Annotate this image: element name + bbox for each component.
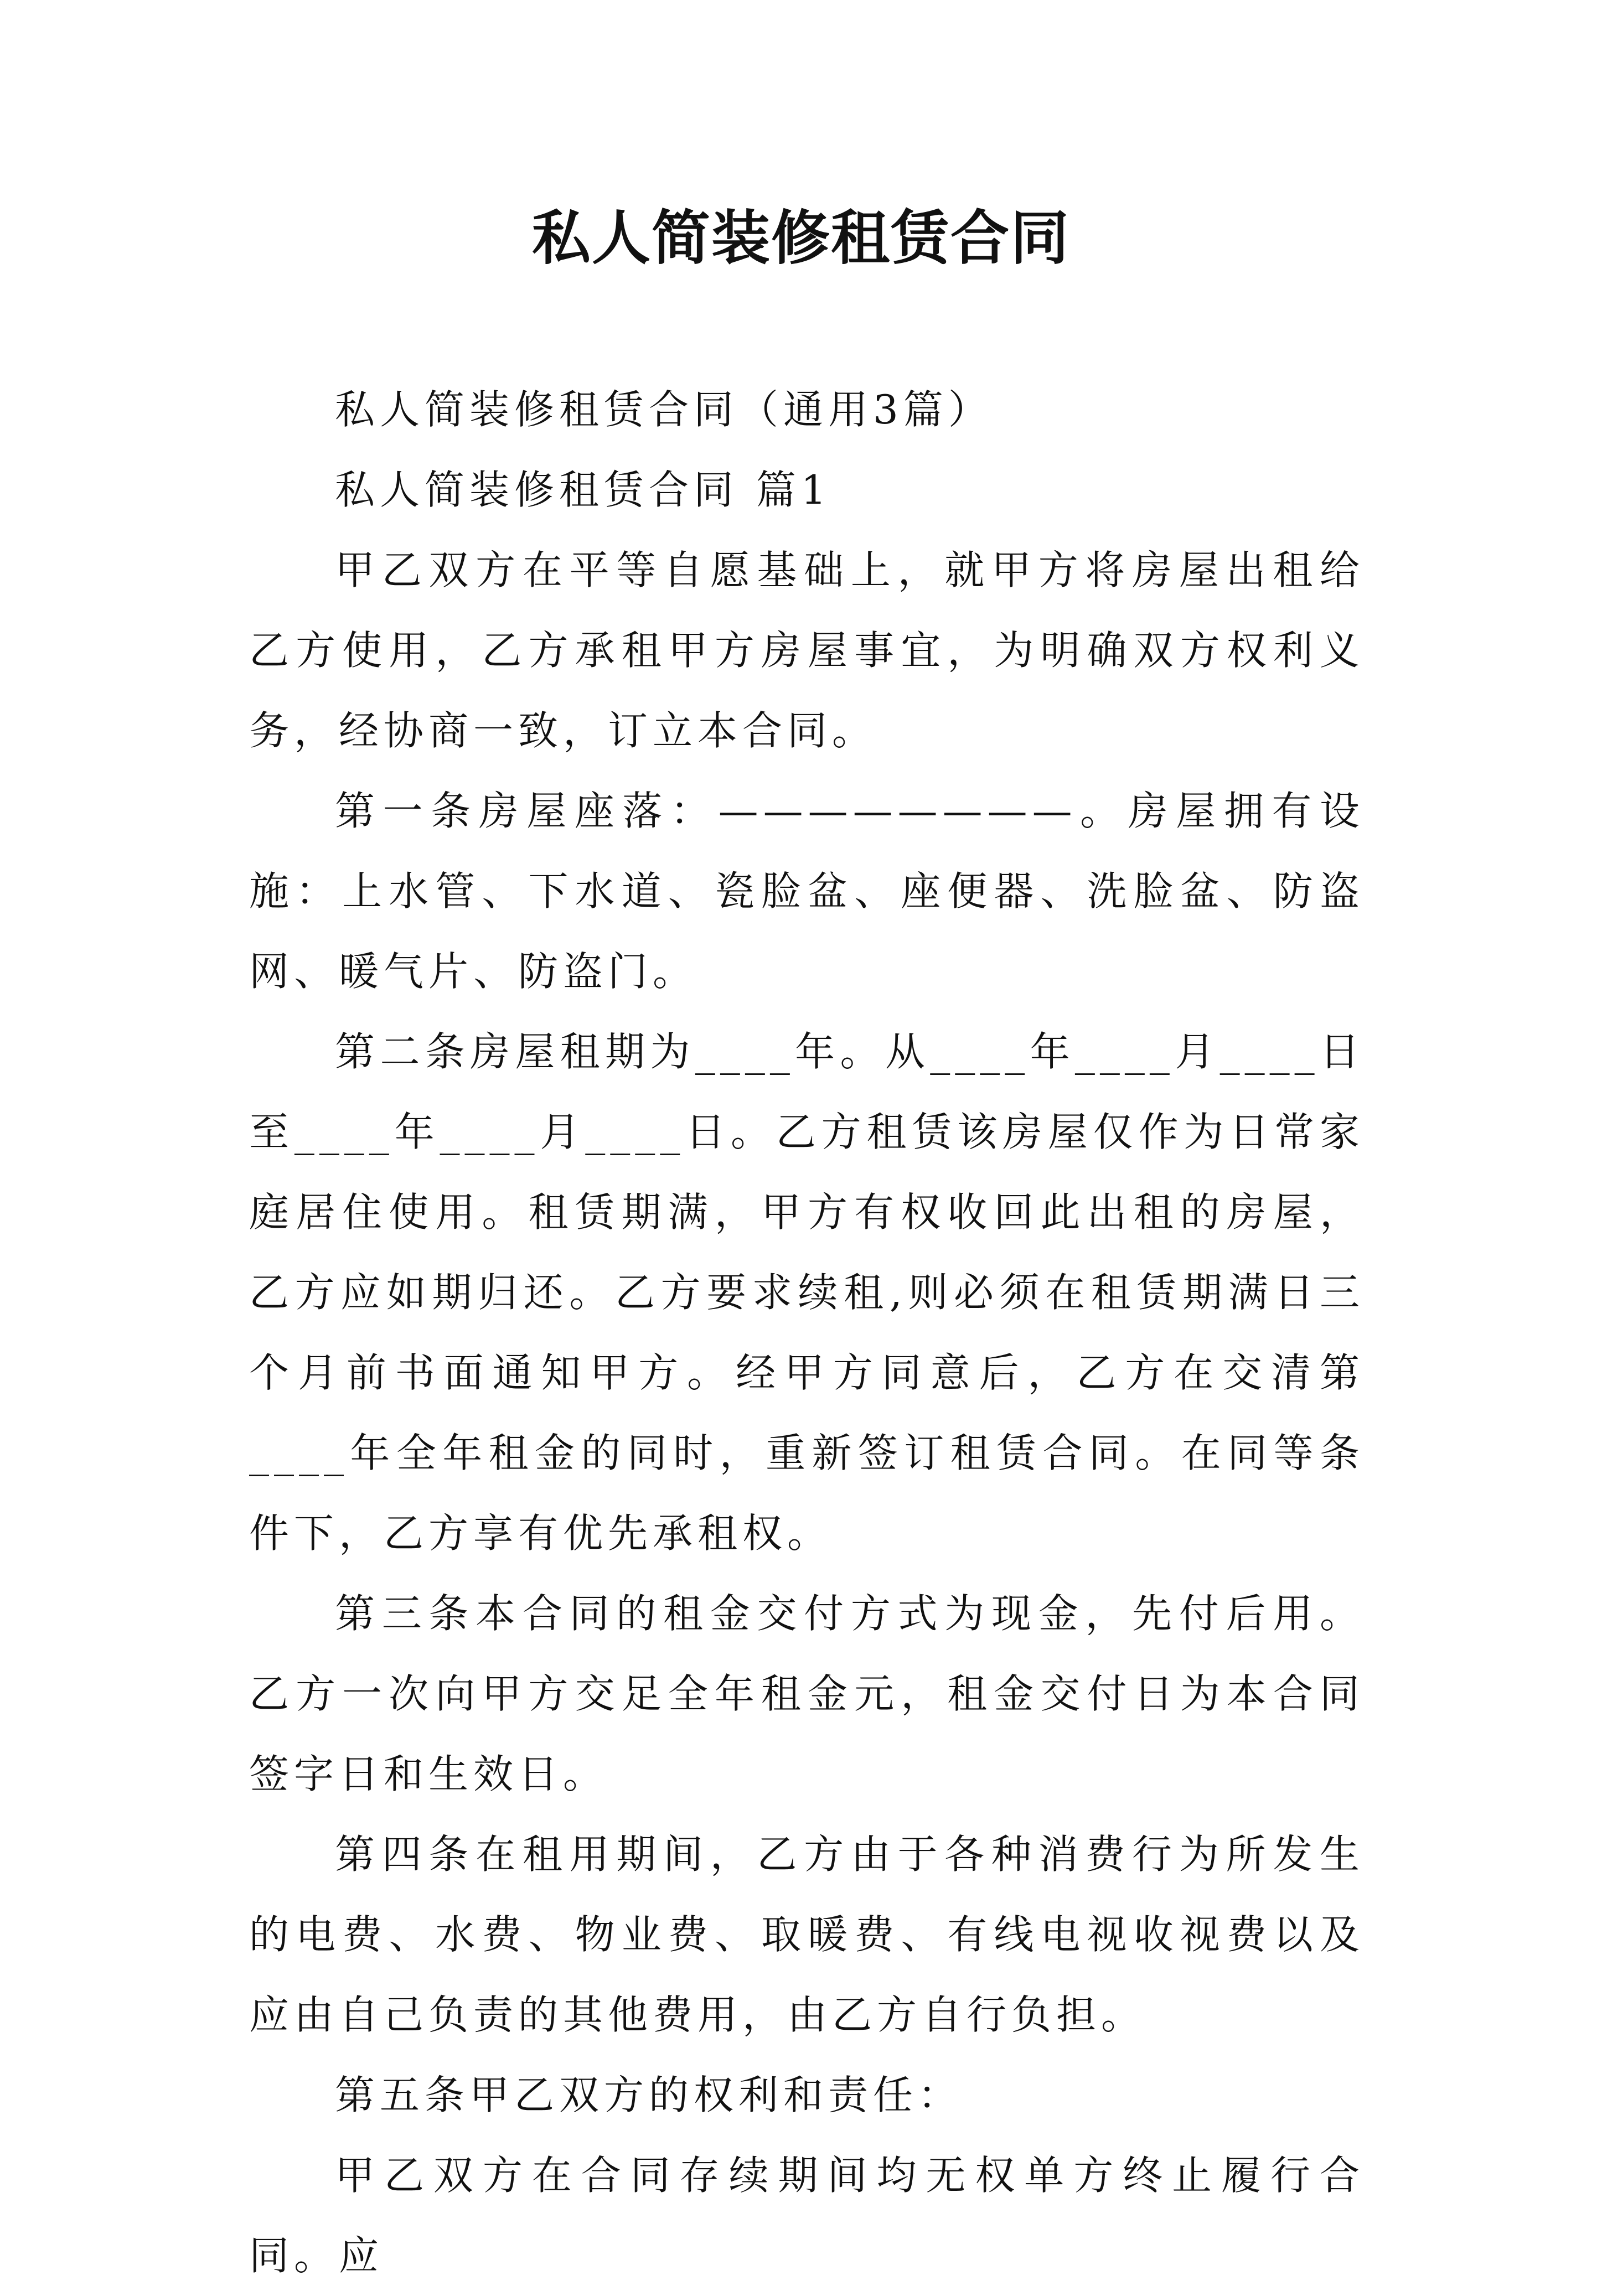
paragraph-article-4: 第四条在租用期间，乙方由于各种消费行为所发生的电费、水费、物业费、取暖费、有线电视收视费以及应由自己负责的其他费用，由乙方自行负担。 bbox=[249, 1831, 1365, 2038]
paragraph-article-1: 第一条房屋座落：————————。房屋拥有设施：上水管、下水道、瓷脸盆、座便器、洗脸盆、防盗网、暖气片、防盗门。 bbox=[249, 788, 1365, 995]
document-body bbox=[249, 370, 1365, 2296]
paragraph-article-3: 第三条本合同的租金交付方式为现金，先付后用。乙方一次向甲方交足全年租金元，租金交付日为本合同签字日和生效日。 bbox=[249, 1590, 1365, 1797]
document-title: 私人简装修租赁合同 bbox=[532, 203, 1070, 272]
section-heading: 私人简装修租赁合同 篇1 bbox=[335, 467, 831, 513]
paragraph-article-2: 第二条房屋租期为____年。从____年____月____日至____年____月____日。乙方租赁该房屋仅作为日常家庭居住使用。租赁期满，甲方有权收回此出租的房屋，乙方应如期归还。乙方要求续租,则必须在租赁期满日三个月前书面通知甲方。经甲方同意后，乙方在交清第____年全年租金的同时，重新签订租赁合同。在同等条件下，乙方享有优先承租权。 bbox=[249, 1028, 1365, 1556]
paragraph-preamble: 甲乙双方在平等自愿基础上，就甲方将房屋出租给乙方使用，乙方承租甲方房屋事宜，为明确双方权利义务，经协商一致，订立本合同。 bbox=[249, 547, 1365, 754]
document-subtitle: 私人简装修租赁合同（通用3篇） bbox=[335, 386, 993, 433]
paragraph-article-5: 第五条甲乙双方的权利和责任： bbox=[335, 2072, 963, 2118]
paragraph-article-5-content: 甲乙双方在合同存续期间均无权单方终止履行合同。应 bbox=[249, 2152, 1365, 2279]
